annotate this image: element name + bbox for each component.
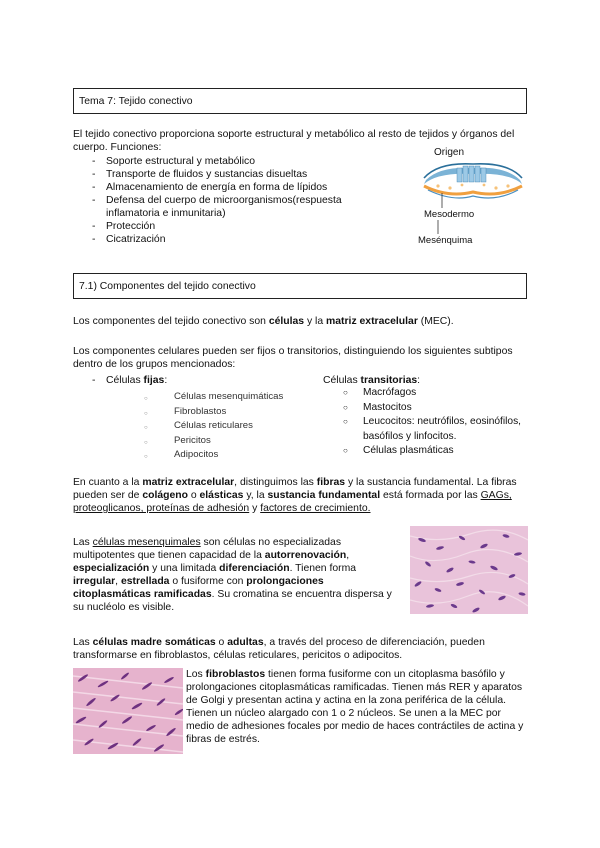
- text-run: o fusiforme con: [169, 576, 247, 587]
- text-run: Las: [73, 637, 93, 648]
- components-p1: [73, 315, 535, 328]
- list-item: ○ Células plasmáticas: [343, 444, 533, 459]
- text-run: matriz extracelular: [326, 316, 418, 327]
- micrograph-image: [73, 668, 183, 754]
- list-item: ○ Células reticulares: [144, 419, 314, 434]
- list-item: - Transporte de fluidos y sustancias disueltas: [78, 168, 358, 181]
- text-run: fijas: [143, 375, 165, 386]
- list-item: ○ Adipocitos: [144, 448, 314, 463]
- text-run: ,: [115, 576, 121, 587]
- list-item: ○ Fibroblastos: [144, 405, 314, 420]
- transient-cells-list: [343, 386, 533, 459]
- fibroblast-micrograph: [73, 668, 183, 754]
- text-run: y la sustancia fundamental. La fibras pueden ser de: [73, 477, 517, 501]
- page-title: Tema 7: Tejido conectivo: [79, 96, 193, 107]
- text-run: irregular: [73, 576, 116, 587]
- matrix-paragraph: [73, 476, 535, 515]
- fibroblasts-paragraph: [186, 668, 530, 746]
- text-run: sustancia fundamental: [267, 490, 381, 501]
- text-run: autorrenovación: [264, 550, 347, 561]
- origin-title: Origen: [434, 147, 465, 158]
- text-run: transitorias: [360, 375, 418, 386]
- text-run: diferenciación: [219, 563, 290, 574]
- text-run: fibroblastos: [205, 669, 266, 680]
- list-item: - Protección: [78, 220, 358, 233]
- fixed-cells-list: [144, 390, 314, 463]
- text-run: células madre somáticas: [92, 637, 216, 648]
- text-run: y: [249, 503, 261, 514]
- text-run: GAGs, proteoglicanos, proteínas de adhesión: [73, 490, 512, 514]
- micrograph-image: [410, 526, 528, 614]
- text-run: Células: [323, 375, 361, 386]
- text-run: y la: [304, 316, 327, 327]
- text-run: especialización: [73, 563, 150, 574]
- text-run: matriz extracelular: [142, 477, 235, 488]
- components-p2: Los componentes celulares pueden ser fijos o transitorios, distinguiendo los siguientes subtipos dentro de los grupos mencionados:: [73, 346, 513, 370]
- mesenchymal-paragraph: [73, 536, 403, 614]
- text-run: , a través del proceso de diferenciación, pueden transformarse en fibroblastos, células reticulares, pericitos o adipocitos.: [73, 637, 485, 661]
- text-run: :: [164, 375, 168, 386]
- text-run: y una limitada: [149, 563, 220, 574]
- intro-text: El tejido conectivo proporciona soporte estructural y metabólico al resto de tejidos y órganos del cuerpo. Funciones:: [73, 129, 515, 153]
- text-run: fibras: [316, 477, 346, 488]
- mesoderm-label: Mesodermo: [424, 209, 475, 220]
- text-run: Las: [73, 537, 93, 548]
- text-run: o: [215, 637, 228, 648]
- list-item: - Soporte estructural y metabólico: [78, 155, 358, 168]
- text-run: y, la: [243, 490, 268, 501]
- text-run: elásticas: [199, 490, 244, 501]
- section-title: 7.1) Componentes del tejido conectivo: [79, 281, 256, 292]
- list-item: ○ Mastocitos: [343, 401, 533, 416]
- text-run: . Su cromatina se encuentra dispersa y su nucléolo es visible.: [73, 589, 392, 613]
- list-item: - Cicatrización: [78, 233, 358, 246]
- section-box: [73, 273, 527, 299]
- text-run: tienen forma fusiforme con un citoplasma basófilo y prolongaciones citoplasmáticas ramificadas. Tienen más RER y aparatos de Golgi y presentan actina y actina en la zona periférica de la célula. Tienen un núcleo alargado con 1 o 2 núcleos. Se unen a la MEC por medio de adhesiones focales por medio de haces contráctiles de actina y fibras de estrés.: [186, 669, 524, 745]
- embryo-diagram: [418, 144, 528, 248]
- text-run: Los componentes del tejido conectivo son: [73, 316, 269, 327]
- text-run: ,: [346, 550, 350, 561]
- text-run: estrellada: [120, 576, 170, 587]
- list-item: - Almacenamiento de energía en forma de lípidos: [78, 181, 358, 194]
- text-run: . Tienen forma: [289, 563, 357, 574]
- list-item: ○ Pericitos: [144, 434, 314, 449]
- text-run: está formada por las: [380, 490, 481, 501]
- text-run: adultas: [227, 637, 264, 648]
- text-run: células mesenquimales: [92, 537, 201, 548]
- text-run: Los: [186, 669, 206, 680]
- fixed-cells-heading: - Células fijas:: [92, 375, 168, 386]
- mesenchymal-micrograph: [410, 526, 528, 614]
- text-run: , distinguimos las: [234, 477, 317, 488]
- text-run: colágeno: [142, 490, 188, 501]
- text-run: En cuanto a la: [73, 477, 143, 488]
- text-run: prolongaciones citoplasmáticas ramificadas: [73, 576, 324, 600]
- text-run: factores de crecimiento.: [260, 503, 371, 514]
- list-item: - Defensa del cuerpo de microorganismos(respuesta inflamatoria e inmunitaria): [78, 194, 358, 220]
- title-box: [73, 88, 527, 114]
- mesenchyme-label: Mesénquima: [418, 235, 473, 246]
- list-item: ○ Células mesenquimáticas: [144, 390, 314, 405]
- text-run: Células: [106, 375, 144, 386]
- list-item: ○ Macrófagos: [343, 386, 533, 401]
- text-run: (MEC).: [417, 316, 454, 327]
- text-run: son células no especializadas multipotentes que tienen capacidad de la: [73, 537, 342, 561]
- list-item: ○ Leucocitos: neutrófilos, eosinófilos, basófilos y linfocitos.: [343, 415, 533, 444]
- somatic-paragraph: [73, 636, 535, 662]
- text-run: :: [417, 375, 421, 386]
- text-run: o: [187, 490, 200, 501]
- text-run: células: [268, 316, 305, 327]
- functions-list: [78, 155, 358, 246]
- origin-diagram: [418, 144, 528, 248]
